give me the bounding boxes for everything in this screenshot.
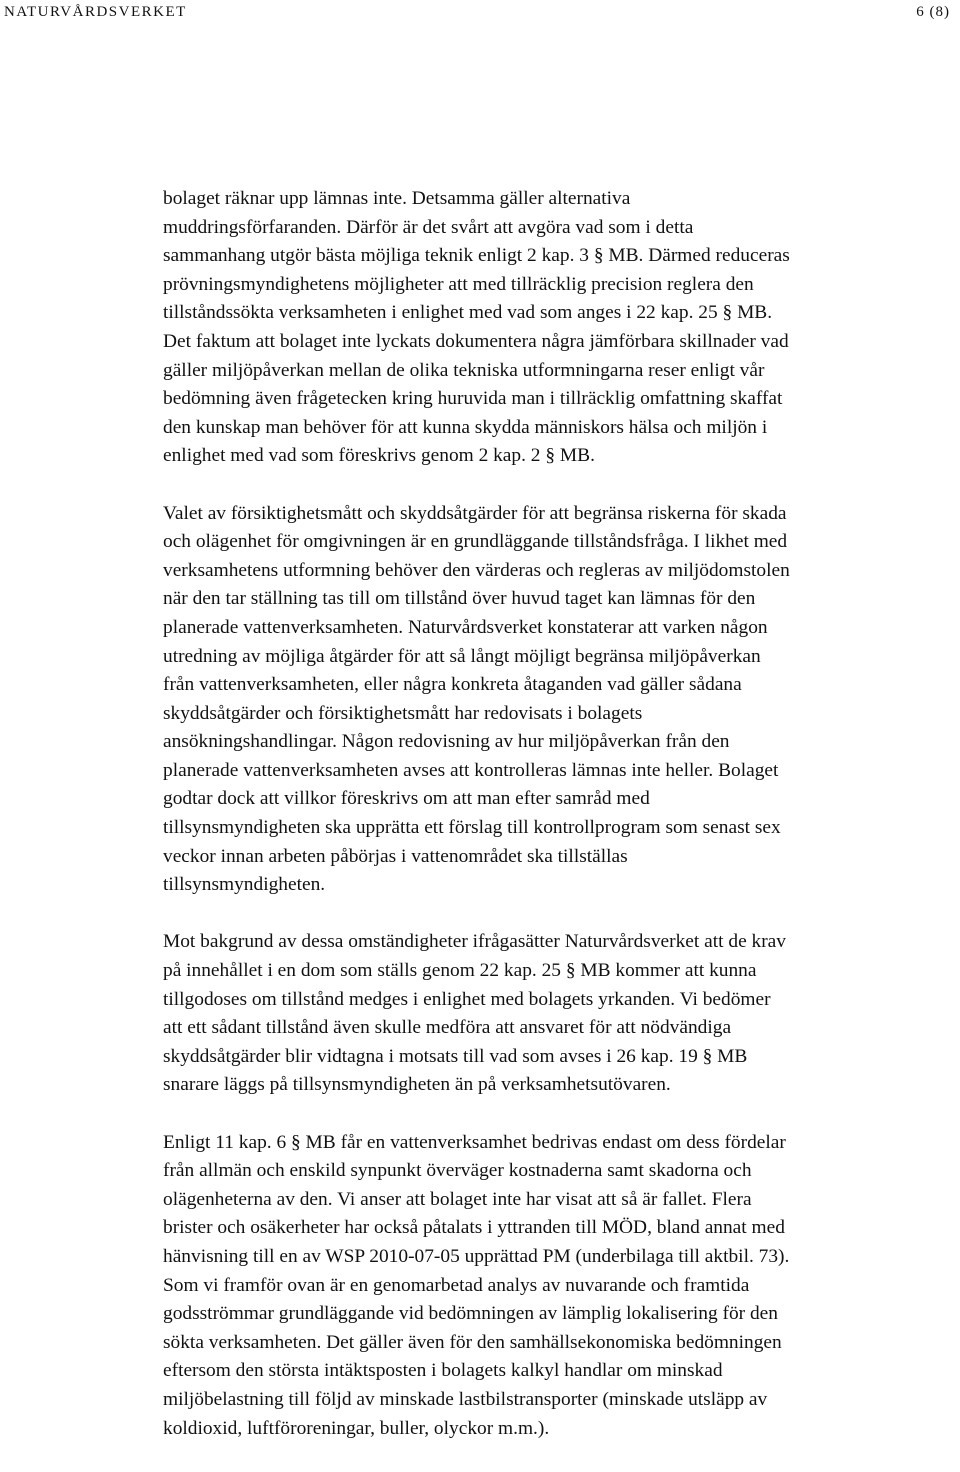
text-line: prövningsmyndighetens möjligheter att med tillräcklig precision reglera den (163, 273, 754, 295)
text-line: koldioxid, luftföroreningar, buller, olyckor m.m.). (163, 1417, 550, 1439)
text-line: och olägenhet för omgivningen är en grundläggande tillståndsfråga. I likhet med (163, 531, 788, 553)
text-line: skyddsåtgärder blir vidtagna i motsats till vad som avses i 26 kap. 19 § MB (163, 1045, 748, 1067)
text-line: tillsynsmyndigheten ska upprätta ett förslag till kontrollprogram som senast sex (163, 817, 781, 839)
text-line: ansökningshandlingar. Någon redovisning av hur miljöpåverkan från den (163, 731, 730, 753)
text-line: tillståndssökta verksamheten i enlighet med vad som anges i 22 kap. 25 § MB. (163, 302, 773, 324)
text-line: planerade vattenverksamheten avses att kontrolleras lämnas inte heller. Bolaget (163, 759, 779, 781)
text-line: snarare läggs på tillsynsmyndigheten än på verksamhetsutövaren. (163, 1074, 671, 1096)
text-line: utredning av möjliga åtgärder för att så långt möjligt begränsa miljöpåverkan (163, 645, 761, 667)
text-line: Mot bakgrund av dessa omständigheter ifrågasätter Naturvårdsverket att de krav (163, 931, 786, 953)
paragraph-1 (163, 185, 955, 471)
text-line: muddringsförfaranden. Därför är det svårt att avgöra vad som i detta (163, 216, 694, 238)
text-line: verksamhetens utformning behöver den värderas och regleras av miljödomstolen (163, 559, 790, 581)
text-line: Det faktum att bolaget inte lyckats dokumentera några jämförbara skillnader vad (163, 330, 789, 352)
text-line: den kunskap man behöver för att kunna skydda människors hälsa och miljön i (163, 416, 768, 438)
text-line: på innehållet i en dom som ställs genom 22 kap. 25 § MB kommer att kunna (163, 960, 757, 982)
text-line: från vattenverksamheten, eller några konkreta åtaganden vad gäller sådana (163, 674, 742, 696)
text-line: godsströmmar grundläggande vid bedömningen av lämplig lokalisering för den (163, 1303, 778, 1325)
text-line: brister och osäkerheter har också påtalats i yttranden till MÖD, bland annat med (163, 1217, 785, 1239)
text-line: bedömning även frågetecken kring huruvida man i tillräcklig omfattning skaffat (163, 388, 783, 410)
text-line: godtar dock att villkor föreskrivs om att man efter samråd med (163, 788, 650, 810)
text-line: skyddsåtgärder och försiktighetsmått har redovisats i bolagets (163, 702, 643, 724)
organization-name: NATURVÅRDSVERKET (4, 4, 187, 20)
text-line: olägenheterna av den. Vi anser att bolaget inte har visat att så är fallet. Flera (163, 1188, 752, 1210)
text-line: när den tar ställning tas till om tillstånd över huvud taget kan lämnas för den (163, 588, 756, 610)
text-line: veckor innan arbeten påbörjas i vattenområdet ska tillställas (163, 845, 628, 867)
text-line: tillsynsmyndigheten. (163, 874, 326, 896)
page-header (4, 4, 950, 26)
text-line: hänvisning till en av WSP 2010-07-05 upprättad PM (underbilaga till aktbil. 73). (163, 1245, 790, 1267)
text-line: sammanhang utgör bästa möjliga teknik enligt 2 kap. 3 § MB. Därmed reduceras (163, 245, 790, 267)
document-body (163, 185, 955, 1472)
text-line: Valet av försiktighetsmått och skyddsåtgärder för att begränsa riskerna för skada (163, 502, 787, 524)
paragraph-3 (163, 928, 955, 1100)
text-line: Som vi framför ovan är en genomarbetad analys av nuvarande och framtida (163, 1274, 750, 1296)
text-line: sökta verksamheten. Det gäller även för den samhällsekonomiska bedömningen (163, 1331, 782, 1353)
text-line: gäller miljöpåverkan mellan de olika tekniska utformningarna reser enligt vår (163, 359, 765, 381)
page-number: 6 (8) (916, 4, 950, 20)
text-line: från allmän och enskild synpunkt överväger kostnaderna samt skadorna och (163, 1160, 752, 1182)
text-line: enlighet med vad som föreskrivs genom 2 kap. 2 § MB. (163, 445, 595, 467)
text-line: miljöbelastning till följd av minskade lastbilstransporter (minskade utsläpp av (163, 1388, 768, 1410)
text-line: tillgodoses om tillstånd medges i enlighet med bolagets yrkanden. Vi bedömer (163, 988, 771, 1010)
text-line: att ett sådant tillstånd även skulle medföra att ansvaret för att nödvändiga (163, 1017, 732, 1039)
text-line: eftersom den största intäktsposten i bolagets kalkyl handlar om minskad (163, 1360, 723, 1382)
paragraph-2 (163, 500, 955, 900)
text-line: planerade vattenverksamheten. Naturvårdsverket konstaterar att varken någon (163, 616, 768, 638)
text-line: bolaget räknar upp lämnas inte. Detsamma gäller alternativa (163, 188, 631, 209)
paragraph-4 (163, 1129, 955, 1444)
text-line: Enligt 11 kap. 6 § MB får en vattenverksamhet bedrivas endast om dess fördelar (163, 1131, 786, 1153)
